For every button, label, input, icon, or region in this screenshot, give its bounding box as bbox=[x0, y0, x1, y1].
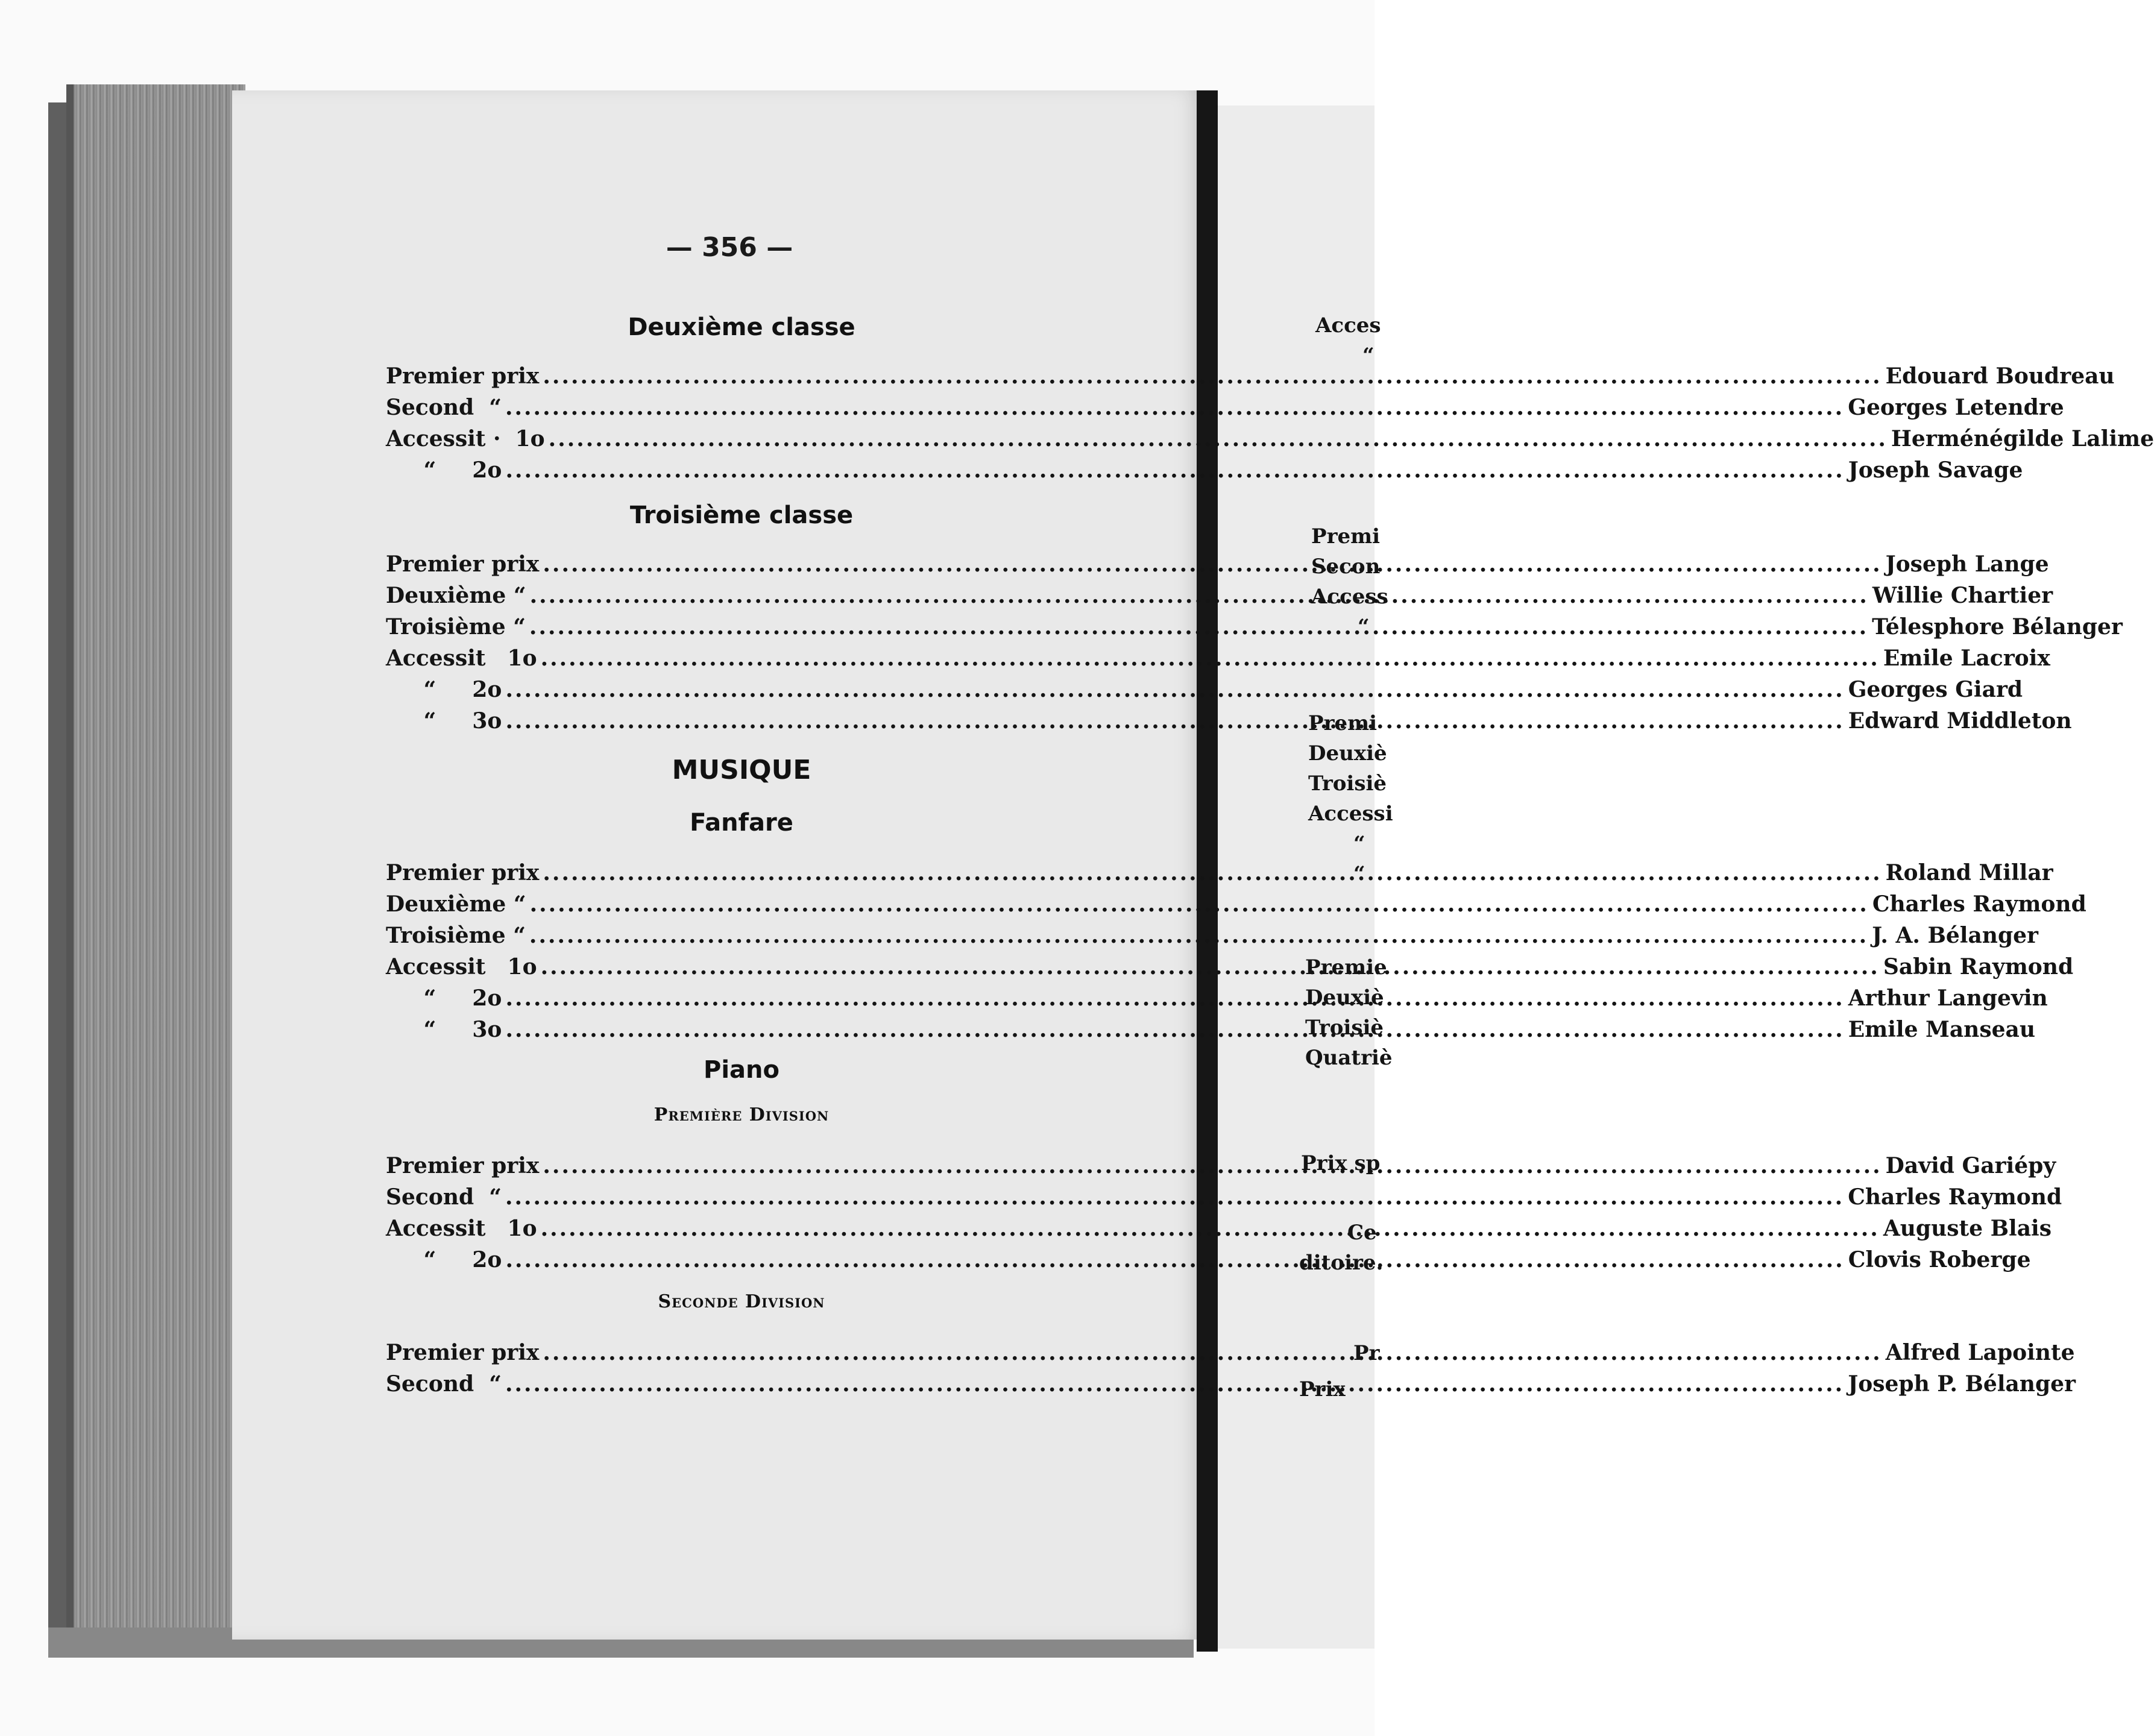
right-fragment: Premi bbox=[1308, 711, 1378, 735]
section-title-deuxieme-classe: Deuxième classe bbox=[628, 313, 855, 341]
list-item: Second “ ..... Georges Letendre bbox=[386, 392, 1061, 423]
right-fragment: “ bbox=[1353, 832, 1365, 856]
right-page-text bbox=[1218, 105, 1393, 1649]
list-item: Premier prix ..... Joseph Lange bbox=[386, 549, 1061, 580]
right-fragment: Premi bbox=[1311, 524, 1381, 549]
right-fragment: Access bbox=[1311, 585, 1388, 609]
list-item: Deuxième “ ..... Charles Raymond bbox=[386, 888, 1061, 920]
right-fragment: Ce bbox=[1347, 1221, 1377, 1245]
list-item: Troisième “ ..... Télesphore Bélanger bbox=[386, 611, 1061, 643]
list-item: Premier prix ..... Alfred Lapointe bbox=[386, 1337, 1061, 1368]
right-fragment: Deuxiè bbox=[1308, 741, 1387, 766]
page-number: — 356 — bbox=[666, 232, 793, 263]
list-item: Premier prix ..... Edouard Boudreau bbox=[386, 360, 1061, 392]
right-fragment: Troisiè bbox=[1305, 1016, 1384, 1040]
section-title-premiere-division: Première Division bbox=[653, 1104, 830, 1125]
right-fragment: Quatriè bbox=[1305, 1046, 1393, 1070]
section-title-seconde-division: Seconde Division bbox=[658, 1291, 825, 1312]
list-item: Accessit · 1o ..... Herménégilde Lalime bbox=[386, 423, 1061, 454]
list-item: Accessit 1o ..... Emile Lacroix bbox=[386, 643, 1061, 674]
list-item: Second “ ..... Charles Raymond bbox=[386, 1181, 1061, 1213]
list-item: “ 2o ..... Georges Giard bbox=[386, 674, 1061, 705]
section-title-musique: MUSIQUE bbox=[672, 755, 811, 785]
right-fragment: “ bbox=[1353, 862, 1365, 886]
right-fragment: Prix bbox=[1299, 1377, 1346, 1401]
list-item: “ 2o ..... Clovis Roberge bbox=[386, 1244, 1061, 1275]
right-fragment: “ bbox=[1358, 615, 1370, 639]
list-item: “ 2o ..... Arthur Langevin bbox=[386, 983, 1061, 1014]
right-fragment: Deuxiè bbox=[1305, 986, 1384, 1010]
book-page-stack bbox=[66, 84, 245, 1646]
right-fragment: Prix sp bbox=[1301, 1151, 1381, 1175]
list-item: Troisième “ ..... J. A. Bélanger bbox=[386, 920, 1061, 951]
right-fragment: Premie bbox=[1305, 955, 1387, 980]
list-item: Second “ ..... Joseph P. Bélanger bbox=[386, 1368, 1061, 1400]
right-fragment: Secon bbox=[1311, 555, 1381, 579]
list-item: Premier prix ..... Roland Millar bbox=[386, 857, 1061, 888]
section-title-fanfare: Fanfare bbox=[690, 809, 793, 837]
right-fragment: Accessi bbox=[1308, 802, 1393, 826]
list-item: “ 3o ..... Edward Middleton bbox=[386, 705, 1061, 737]
list-item: “ 3o ..... Emile Manseau bbox=[386, 1014, 1061, 1045]
right-fragment: Acces bbox=[1315, 313, 1381, 338]
list-item: Deuxième “ ..... Willie Chartier bbox=[386, 580, 1061, 611]
right-fragment: “ bbox=[1362, 344, 1375, 368]
list-item: Accessit 1o ..... Sabin Raymond bbox=[386, 951, 1061, 983]
list-item: “ 2o ..... Joseph Savage bbox=[386, 454, 1061, 486]
right-fragment: Pr bbox=[1353, 1341, 1380, 1365]
right-fragment: Troisiè bbox=[1308, 772, 1387, 796]
right-fragment: ditoire. bbox=[1299, 1251, 1384, 1275]
list-item: Accessit 1o ..... Auguste Blais bbox=[386, 1213, 1061, 1244]
section-title-troisieme-classe: Troisième classe bbox=[629, 502, 854, 529]
section-title-piano: Piano bbox=[704, 1056, 779, 1084]
list-item: Premier prix ..... David Gariépy bbox=[386, 1150, 1061, 1181]
